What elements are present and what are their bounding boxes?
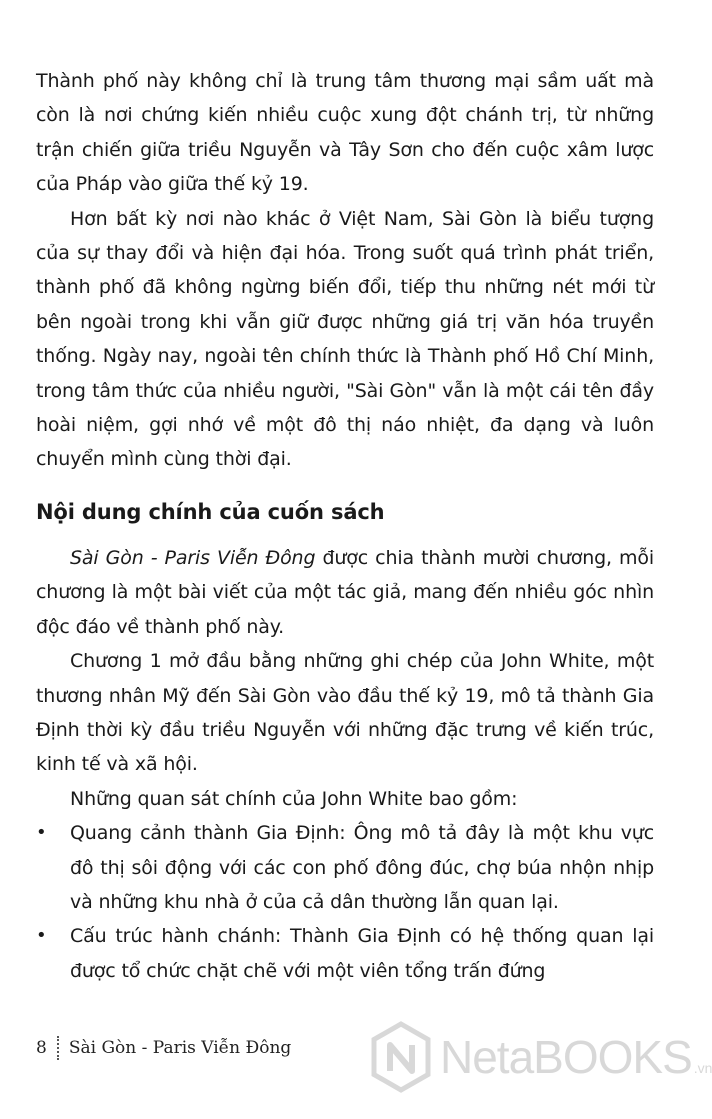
paragraph-intro: Thành phố này không chỉ là trung tâm thương mại sầm uất mà còn là nơi chứng kiến nhiều cuộc xung đột chánh trị, từ những trận chiến giữa triều Nguyễn và Tây Sơn cho đến cuộc xâm lược của Pháp vào giữa thế kỷ 19.	[36, 70, 654, 196]
book-title-italic: Sài Gòn - Paris Viễn Đông	[70, 546, 316, 569]
list-item-text: Cấu trúc hành chánh: Thành Gia Định có hệ thống quan lại được tổ chức chặt chẽ với một viên tổng trấn đứng	[70, 925, 654, 982]
paragraph-modernization: Hơn bất kỳ nơi nào khác ở Việt Nam, Sài Gòn là biểu tượng của sự thay đổi và hiện đại hóa. Trong suốt quá trình phát triển, thành phố đã không ngừng biến đổi, tiếp thu những nét mới từ bên ngoài trong khi vẫn giữ được những giá trị văn hóa truyền thống. Ngày nay, ngoài tên chính thức là Thành phố Hồ Chí Minh, trong tâm thức của nhiều người, "Sài Gòn" vẫn là một cái tên đầy hoài niệm, gợi nhớ về một đô thị náo nhiệt, đa dạng và luôn chuyển mình cùng thời đại.	[36, 207, 654, 471]
page-number: 8	[36, 1038, 47, 1058]
footer-divider	[57, 1036, 59, 1060]
bullet-icon: •	[36, 822, 47, 844]
paragraph-book-structure-text: được chia thành mười chương, mỗi chương là một bài viết của một tác giả, mang đến nhiều góc nhìn độc đáo về thành phố này.	[36, 546, 654, 638]
page-content	[36, 64, 654, 988]
paragraph-chapter-one: Chương 1 mở đầu bằng những ghi chép của John White, một thương nhân Mỹ đến Sài Gòn vào đầu thế kỷ 19, mô tả thành Gia Định thời kỳ đầu triều Nguyễn với những đặc trưng về kiến trúc, kinh tế và xã hội.	[36, 650, 654, 776]
section-heading: Nội dung chính của cuốn sách	[36, 499, 385, 524]
list-item	[36, 816, 654, 919]
paragraph-book-structure	[36, 541, 654, 644]
watermark	[370, 1012, 712, 1102]
page-footer	[36, 1036, 291, 1060]
bullet-icon: •	[36, 925, 47, 947]
netabooks-logo-icon	[370, 1021, 432, 1093]
list-item-text: Quang cảnh thành Gia Định: Ông mô tả đây là một khu vực đô thị sôi động với các con phố đông đúc, chợ búa nhộn nhịp và những khu nhà ở của cả dân thường lẫn quan lại.	[70, 822, 654, 913]
watermark-domain-suffix: .vn	[693, 1060, 712, 1076]
paragraph-observations-intro: Những quan sát chính của John White bao gồm:	[70, 787, 518, 810]
list-item	[36, 919, 654, 988]
watermark-brand-text: NetaBOOKS	[440, 1031, 692, 1083]
running-title: Sài Gòn - Paris Viễn Đông	[68, 1038, 292, 1058]
